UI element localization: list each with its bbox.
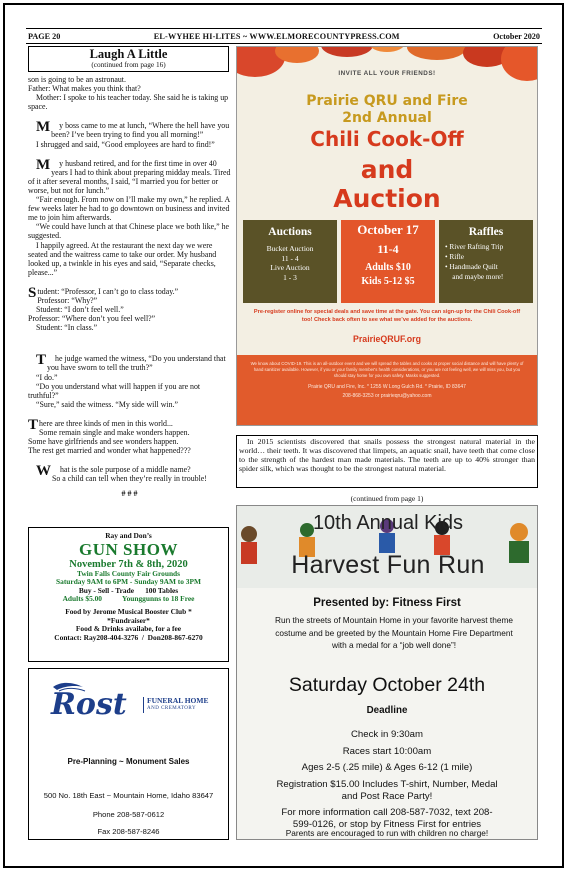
publication-title: EL-WYHEE HI-LITES ~ WWW.ELMORECOUNTYPRESS.COM	[153, 31, 400, 41]
website-link[interactable]: PrairieQRUF.org	[353, 334, 421, 344]
joke-line: “We could have lunch at that Chinese place we both like,” he suggested.	[28, 222, 230, 241]
joke-line: Mother: I spoke to his teacher today. She said he is taking up space.	[28, 93, 229, 112]
poster-footer	[237, 355, 537, 426]
drop-cap: T	[36, 352, 47, 369]
gun-show-host: Ray and Don’s	[105, 531, 152, 540]
registration-fee: Registration $15.00 Includes T-shirt, Number, Medal	[276, 779, 498, 790]
deadline-label: Deadline	[366, 705, 408, 716]
joke-paragraph: W hat is the sole purpose of a middle name?	[28, 465, 231, 474]
continued-note: (continued from page 1)	[350, 494, 424, 503]
joke-paragraph: There are three kinds of men in this world...	[28, 416, 173, 433]
runners-banner	[237, 506, 538, 588]
issue-date: October 2020	[493, 31, 540, 41]
funeral-fax: Fax 208-587-8246	[97, 827, 160, 836]
raffle-item: • Rifle	[445, 252, 464, 261]
gun-show-title: GUN SHOW	[79, 539, 178, 559]
drop-cap: S	[28, 284, 37, 301]
laugh-subtitle: (continued from page 16)	[91, 60, 166, 69]
info-line-2: 599-0126, or stop by Fitness First for entries	[292, 819, 482, 830]
laugh-title-box	[28, 46, 229, 72]
joke-line: Professor: “Why?”	[37, 295, 98, 305]
gun-show-food: Food by Jerome Musical Booster Club *	[65, 606, 192, 616]
raffle-item: and maybe more!	[445, 272, 504, 281]
rost-logo	[39, 679, 221, 722]
auctions-box: Auctions Bucket Auction 11 - 4 Live Auction 1 - 3	[243, 220, 337, 303]
joke-line: Student: “In class.”	[36, 323, 98, 333]
funeral-services: Pre-Planning ~ Monument Sales	[67, 757, 190, 766]
laugh-column	[28, 75, 231, 499]
edition: 2nd Annual	[342, 110, 432, 126]
chili-cookoff-poster	[236, 46, 538, 426]
event-title-1: Chili Cook-Off	[310, 127, 464, 151]
age-groups: Ages 2-5 (.25 mile) & Ages 6-12 (1 mile)	[301, 762, 473, 773]
joke-paragraph: Student: “Professor, I can’t go to class today.”	[28, 284, 179, 301]
gun-show-hours: Saturday 9AM to 6PM - Sunday 9AM to 3PM	[56, 577, 201, 587]
joke-paragraph: M y husband retired, and for the first time in over 40 years I had to think about preparing midday meals. Tired of it after several months, I said, “I married you for better or worse, but not for lunch.”	[28, 156, 231, 195]
preregister-note: Pre-register online for special deals and save time at the gate. You can sign-up for the Chili Cook-off too! Check back often to see what we’ve added for the auctions.	[253, 309, 521, 323]
joke-line: Student: “I don’t feel well.”	[36, 305, 124, 315]
organizer-contact: 208-868-3253 or prairieqru@yahoo.com	[342, 393, 432, 400]
joke-line: “Sure,” said the witness. “My side will win.”	[36, 399, 179, 409]
joke-line: “Do you understand what will happen if you are not truthful?”	[28, 381, 201, 400]
joke-line: Professor: “Where don’t you feel well?”	[28, 314, 156, 324]
joke-line: “I do.”	[36, 372, 58, 382]
joke-paragraph: T he judge warned the witness, “Do you understand that you have sworn to tell the truth?”	[28, 354, 231, 372]
gun-show-contact: Contact: Ray208-404-3276 / Don208-867-6270	[54, 632, 203, 642]
funeral-address: 500 No. 18th East ~ Mountain Home, Idaho 83647	[43, 791, 214, 800]
drop-cap: T	[28, 416, 39, 433]
covid-notice: We know about COVID-19. This is an all-outdoor event and we will spread the tables and cooks at proper social distance and will have plenty of hand sanitizer available. However, if you or your family member's health considerations, or you are not feeling well, we will miss you, but you should stay home for you own safety. Masks suggested.	[250, 361, 524, 378]
gun-show-admission: Adults $5.00 Younggunns to 18 Free	[62, 594, 195, 604]
event-title-2: and	[360, 155, 414, 184]
raffles-box: Raffles • River Rafting Trip • Rifle • Handmade Quilt and maybe more!	[439, 220, 533, 303]
fun-run-flyer	[236, 505, 538, 840]
gun-show-dates: November 7th & 8th, 2020	[69, 558, 188, 570]
drop-cap: W	[36, 463, 51, 480]
fun-run-date: Saturday October 24th	[288, 674, 486, 696]
race-start: Races start 10:00am	[342, 746, 432, 757]
joke-paragraph: M y boss came to me at lunch, “Where the hell have you been? I’ve been trying to find you all morning!”	[28, 121, 231, 139]
joke-line: Some have girlfriends and see wonders happen.	[28, 437, 179, 447]
fun-run-description: Run the streets of Mountain Home in your favorite harvest theme costume and be greeted by the Mountain Home Fire Department with a medal for a “job well done”!	[275, 615, 513, 650]
drop-cap: M	[36, 156, 51, 173]
rost-wordmark: Rost	[51, 687, 127, 722]
gun-show-ad	[28, 527, 229, 662]
joke-line: I happily agreed. At the restaurant the next day we were seated and the waitress came to take our order. My husband looked up, a twinkle in his eyes and said, “Separate checks, please...”	[28, 240, 217, 277]
end-marker: # # #	[121, 489, 138, 499]
gun-show-fundraiser: *Fundraiser*	[107, 615, 150, 625]
joke-line: The rest get married and wonder what happened???	[28, 446, 191, 456]
registration-includes: and Post Race Party!	[341, 791, 433, 802]
joke-line: I shrugged and said, “Good employees are hard to find!”	[36, 139, 215, 149]
joke-line: “Fair enough. From now on I’ll make my own,” he replied. A few weeks later he had to go downtown on business and invited me to join him afterwards.	[28, 195, 230, 223]
checkin-time: Check in 9:30am	[351, 729, 423, 740]
fun-run-title: 10th Annual Kids	[312, 512, 464, 534]
organizer: Prairie QRU and Fire	[306, 93, 468, 109]
raffle-item: • Handmade Quilt	[445, 262, 498, 271]
joke-line: Some remain single and make wonders happen.	[39, 428, 190, 437]
funeral-home-ad	[28, 668, 229, 840]
gun-show-drinks: Food & Drinks availabe, for a fee	[75, 624, 182, 634]
presenter: Presented by: Fitness First	[313, 597, 461, 609]
parents-note: Parents are encouraged to run with children no charge!	[285, 828, 489, 838]
funeral-phone: Phone 208-587-0612	[92, 810, 165, 819]
page-header	[26, 28, 542, 44]
joke-line: So a child can tell when they’re really in trouble!	[52, 474, 207, 484]
page-number: PAGE 20	[28, 31, 61, 41]
funeral-home-name: FUNERAL HOME AND CREMATORY	[143, 697, 208, 713]
gun-show-buy: Buy - Sell - Trade 100 Tables	[78, 585, 179, 595]
gun-show-venue: Twin Falls County Fair Grounds	[76, 568, 181, 578]
fun-run-subtitle: Harvest Fun Run	[291, 551, 485, 579]
date-box: October 17 11-4 Adults $10 Kids 5-12 $5	[341, 220, 435, 303]
info-line-1: For more information call 208-587-7032, text 208-	[281, 807, 493, 818]
snail-article: In 2015 scientists discovered that snails possess the strongest natural material in the world… their teeth. It was discovered that limpets, an aquatic snail, have teeth that come close to the strength of the hardest man made materials. The teeth are up to 40% stronger than spider silk, which was thought to be the strongest natural material.	[236, 435, 538, 488]
event-title-3: Auction	[333, 184, 441, 213]
laugh-title: Laugh A Little	[89, 47, 168, 61]
organizer-address: Prairie QRU and Fire, Inc. * 1255 W Long Gulch Rd. * Prairie, ID 83647	[308, 384, 466, 391]
drop-cap: M	[36, 119, 51, 136]
raffle-item: • River Rafting Trip	[445, 242, 504, 251]
joke-line: Father: What makes you think that?	[28, 84, 141, 94]
invite-text: INVITE ALL YOUR FRIENDS!	[338, 70, 436, 77]
joke-line: son is going to be an astronaut.	[28, 75, 126, 84]
